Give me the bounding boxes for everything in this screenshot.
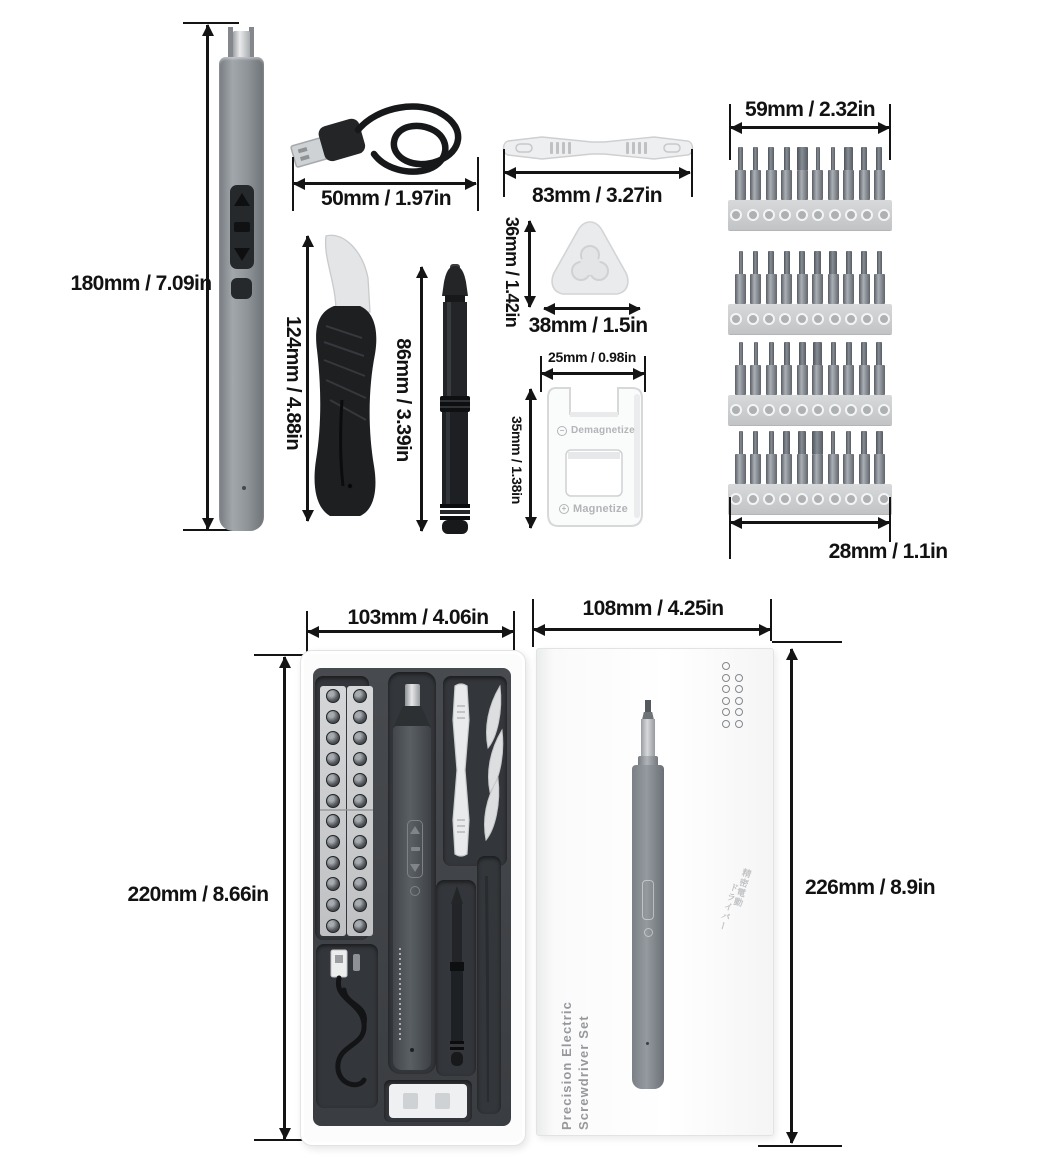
case-bit [326,752,340,766]
bit-tip [877,251,882,274]
screwdriver-bit [797,431,808,484]
triangle-pick [543,216,635,308]
screwdriver-bit [766,251,777,304]
case-bit-holder-column [320,686,346,936]
bit-shank [828,170,839,200]
screwdriver-bit [812,431,823,484]
reverse-arrow-icon [234,248,250,261]
demagnetize-label-row [557,425,641,436]
bit-shank [781,274,792,304]
bit-shank [812,170,823,200]
bit-strip [728,304,892,334]
bit-shank [843,274,854,304]
box-height-bottom-tick [758,1145,842,1147]
bit-strip-hole [779,493,791,505]
bit-shank [735,274,746,304]
screwdriver-bit [735,147,746,200]
box-icon-row [722,674,743,682]
bit-type-icon [722,708,730,716]
bit-shank [843,454,854,484]
magnetize-label: Magnetize [573,503,628,515]
bit-strip [728,395,892,425]
screwdriver-bit [828,431,839,484]
screwdriver-bit [859,342,870,395]
bit-shank [781,365,792,395]
case-extension-rod [440,884,474,1074]
bit-strip-hole [878,313,890,325]
bit-shank [735,365,746,395]
box-icon-row [722,720,743,728]
bit-strip-hole [779,313,791,325]
screwdriver-bit [843,147,854,200]
bit-tip [813,342,822,365]
bit-strip-hole [812,209,824,221]
case-bit [326,877,340,891]
bit-strip-hole [763,493,775,505]
box-width-dimension-line [534,628,770,631]
bit-tip [768,251,774,274]
spudger-tool [500,130,696,166]
knife-length-label: 124mm / 4.88in [282,316,304,450]
case-bit [353,898,367,912]
bit-set-row-3 [728,342,892,425]
bit-tip [739,431,743,454]
rocker-divider [411,847,420,851]
cable-length-label: 50mm / 1.97in [321,187,451,210]
cable-cord [358,107,458,172]
case-bit-holder-column [347,686,373,936]
bit-strip-hole [829,209,841,221]
rod-length-label: 86mm / 3.39in [392,338,414,462]
case-bit [353,814,367,828]
case-cable [316,944,380,1108]
bit-type-icon [735,685,743,693]
bit-strip-hole [861,404,873,416]
magnetize-label-row [559,503,639,515]
rod-length-dimension-line [420,267,423,531]
bit-shank [843,365,854,395]
case-bit [353,710,367,724]
case-picks [470,682,510,872]
bit-tip [768,147,774,170]
screwdriver-bit [766,431,777,484]
screwdriver-bit [781,342,792,395]
bit-shank [781,170,792,200]
screwdriver-bit [843,251,854,304]
bit-strip-hole [763,313,775,325]
screwdriver-bit [859,251,870,304]
box-art-shaft [641,719,655,761]
utility-knife [310,228,386,526]
bit-tip [876,431,883,454]
bit-strip-hole [878,209,890,221]
bit-strip-hole [861,313,873,325]
case-bit [353,689,367,703]
bit-shank [859,170,870,200]
case-width-label: 103mm / 4.06in [347,606,489,629]
bit-strip-hole [812,493,824,505]
screwdriver-bit [797,147,808,200]
box-art-bit-tip [645,700,651,714]
plus-circle-icon: + [559,504,569,514]
knife-handle [315,306,377,516]
bit-group [735,431,885,484]
bit-strip-hole [779,404,791,416]
spudger-length-dimension-line [505,171,690,174]
screwdriver-bit [812,251,823,304]
bit-tip [798,431,806,454]
bit-tip [814,251,821,274]
bit-set-row-2 [728,251,892,334]
bit-strip-hole [796,209,808,221]
bit-strip-hole [779,209,791,221]
case-bit [326,898,340,912]
bit-group [735,342,885,395]
bit-strip-hole [763,209,775,221]
box-art-rocker [642,880,654,920]
bit-shank [735,454,746,484]
bit-shank [766,454,777,484]
case-height-bottom-tick [254,1139,308,1141]
bits-width-dimension-line [731,126,889,129]
bit-type-icon [722,662,730,670]
screwdriver-bit [812,147,823,200]
bit-strip-hole [878,493,890,505]
case-bit [353,919,367,933]
bit-strip-hole [730,209,742,221]
bit-tip [861,431,867,454]
bit-strip-hole [730,493,742,505]
bit-strip-hole [812,404,824,416]
box-side-text-kanji: 精密電動 [731,867,753,909]
bit-tip [846,342,852,365]
bit-type-icon [722,720,730,728]
bit-type-icon [722,674,730,682]
box-width-label: 108mm / 4.25in [582,597,724,620]
screwdriver-bit [781,147,792,200]
forward-arrow-icon [410,826,420,834]
bit-shank [812,454,823,484]
bit-type-icon [722,697,730,705]
bit-type-icon [722,685,730,693]
screwdriver-bit [859,147,870,200]
bit-shank [750,170,761,200]
bit-tip [753,431,758,454]
bit-strip-hole [747,404,759,416]
bit-type-icon [735,697,743,705]
screwdriver-bit [735,431,746,484]
case-screwdriver-button [410,886,420,896]
screwdriver-bit [874,431,885,484]
case-bit [326,856,340,870]
spudger-right-tick [691,149,693,197]
bit-group [735,147,885,200]
bit-length-label: 28mm / 1.1in [828,540,948,563]
bit-strip-hole [796,493,808,505]
screwdriver-bit [828,342,839,395]
pen-collet [233,31,250,60]
bit-shank [874,274,885,304]
case-bit [353,835,367,849]
bit-set-row-1 [728,147,892,230]
bit-strip-hole [796,313,808,325]
box-title-line2: Screwdriver Set [576,1015,591,1130]
rocker-divider [234,222,250,232]
pick-width-label: 38mm / 1.5in [528,314,648,337]
spudger-length-label: 83mm / 3.27in [532,184,662,207]
screwdriver-bit [812,342,823,395]
cable-length-dimension-line [294,182,476,185]
bit-shank [859,454,870,484]
screwdriver-bit [781,431,792,484]
bit-shank [874,454,885,484]
box-art-led [646,1042,649,1045]
bit-tip [876,147,882,170]
case-bit [326,710,340,724]
bit-tip [769,342,774,365]
bit-strip-hole [829,404,841,416]
box-title [558,960,592,1130]
screwdriver-bit [750,251,761,304]
bit-tip [861,147,867,170]
bit-shank [859,274,870,304]
bit-strip-hole [812,313,824,325]
case-bit [353,794,367,808]
bit-shank [766,274,777,304]
case-tweezers [477,858,501,1112]
bit-shank [750,274,761,304]
bit-shank [812,365,823,395]
knife-blade [326,235,370,312]
case-bit [326,814,340,828]
screwdriver-bit [874,147,885,200]
bit-strip-hole [845,404,857,416]
forward-arrow-icon [234,193,250,206]
bit-strip-hole [796,404,808,416]
bit-strip-hole [730,404,742,416]
case-bit [326,773,340,787]
bit-strip [728,200,892,230]
bit-tip [799,251,805,274]
bit-tip [812,431,823,454]
bit-shank [797,454,808,484]
screwdriver-bit [874,342,885,395]
bit-tip [783,431,790,454]
case-bit [326,689,340,703]
case-screwdriver-led [410,1048,414,1052]
screwdriver-bit [735,342,746,395]
bit-strip-hole [747,313,759,325]
case-bit [326,731,340,745]
bit-tip [831,431,835,454]
bit-strip-hole [845,209,857,221]
bit-shank [797,274,808,304]
bit-strip-hole [878,404,890,416]
bit-set-row-4 [728,431,892,514]
cable-right-tick [477,157,479,211]
box-icon-row [722,697,743,705]
magnetizer-height-dimension-line [529,389,532,528]
bit-tip [797,147,808,170]
case-bit [326,919,340,933]
bit-tip [816,147,820,170]
case-bit [353,731,367,745]
bit-shank [766,365,777,395]
pen-rocker-button [230,185,254,269]
case-magnetizer [389,1084,467,1118]
screwdriver-bit [735,251,746,304]
bit-shank [828,365,839,395]
bit-type-icon [735,708,743,716]
bit-strip-hole [747,209,759,221]
bit-type-icon [735,674,743,682]
screwdriver-bit [874,251,885,304]
bit-tip [784,147,790,170]
case-bit [353,752,367,766]
case-bit [326,794,340,808]
bit-tip [844,147,853,170]
bit-strip-hole [845,313,857,325]
bit-shank [797,365,808,395]
bit-strip-hole [763,404,775,416]
screwdriver-bit [843,342,854,395]
screwdriver-bit [750,342,761,395]
case-screwdriver-rocker [407,820,423,878]
box-icon-row [722,685,743,693]
bit-strip [728,484,892,514]
box-height-label: 226mm / 8.9in [805,876,935,899]
bit-tip [829,251,837,274]
bit-length-dimension-line [731,521,889,524]
magnetizer-slot [403,1093,418,1109]
screwdriver-bit [828,251,839,304]
pick-height-label: 36mm / 1.42in [502,216,522,328]
box-height-dimension-line [790,649,793,1143]
magnetizer-slot [435,1093,450,1109]
bit-tip [738,147,743,170]
bit-strip-hole [730,313,742,325]
bit-tip [784,251,790,274]
bit-tip [799,342,806,365]
pick-width-dimension-line [544,307,640,310]
magnetizer-height-label: 35mm / 1.38in [509,416,525,504]
case-bit [353,877,367,891]
bit-shank [812,274,823,304]
bit-strip-hole [747,493,759,505]
bit-tip [769,431,774,454]
screwdriver-bit [750,431,761,484]
reverse-arrow-icon [410,864,420,872]
bit-row-width-label: 59mm / 2.32in [745,98,875,121]
bit-tip [876,342,882,365]
screwdriver-bit [766,342,777,395]
bit-shank [828,454,839,484]
box-bit-type-icons [722,662,743,728]
case-height-label: 220mm / 8.66in [127,883,269,906]
knife-length-dimension-line [306,236,309,521]
bit-strip-hole [861,209,873,221]
box-art-button [644,928,653,937]
case-bit [326,835,340,849]
demagnetize-label: Demagnetize [571,425,635,436]
pen-led-dot [242,486,246,490]
bit-shank [843,170,854,200]
bit-tip [784,342,790,365]
bit-shank [766,170,777,200]
bit-tip [754,342,758,365]
bit-shank [750,365,761,395]
screwdriver-bit [828,147,839,200]
bit-shank [828,274,839,304]
bit-tip [831,147,835,170]
box-art-body [632,765,664,1089]
usb-cable [288,88,483,180]
bit-tip [861,342,867,365]
bit-tip [846,251,852,274]
bit-shank [874,365,885,395]
bit-holder-seam [320,809,373,811]
box-side-text-katakana: ドライバー [716,881,740,933]
bit-shank [735,170,746,200]
bit-group [735,251,885,304]
bit-tip [739,342,743,365]
bit-strip-hole [845,493,857,505]
pen-length-label: 180mm / 7.09in [70,272,212,295]
case-bit [353,856,367,870]
bit-tip [846,431,851,454]
bit-tip [753,251,758,274]
case-width-dimension-line [308,630,513,633]
box-icon-row [722,662,743,670]
box-title-line1: Precision Electric [559,1001,574,1130]
bit-shank [750,454,761,484]
pick-height-dimension-line [528,221,531,307]
minus-circle-icon: − [557,426,567,436]
bit-shank [781,454,792,484]
case-screwdriver-brand-text [399,948,401,1040]
screwdriver-bit [843,431,854,484]
screwdriver-bit [797,342,808,395]
screwdriver-bit [781,251,792,304]
case-height-dimension-line [283,657,286,1139]
bit-strip-hole [861,493,873,505]
screwdriver-bit [766,147,777,200]
extension-rod [428,262,482,536]
bit-tip [753,147,758,170]
box-height-top-tick [772,641,842,643]
bit-shank [874,170,885,200]
screwdriver-bit [750,147,761,200]
bit-tip [861,251,867,274]
bit-strip-hole [829,493,841,505]
bit-strip-hole [829,313,841,325]
magnetizer-width-dimension-line [542,372,644,375]
screwdriver-bit [797,251,808,304]
bit-type-icon [735,720,743,728]
magnetizer-width-label: 25mm / 0.98in [548,349,636,365]
pen-power-button [231,278,252,299]
box-icon-row [722,708,743,716]
bit-tip [739,251,743,274]
case-bit [353,773,367,787]
bit-tip [831,342,836,365]
bit-shank [797,170,808,200]
bit-shank [859,365,870,395]
screwdriver-bit [859,431,870,484]
